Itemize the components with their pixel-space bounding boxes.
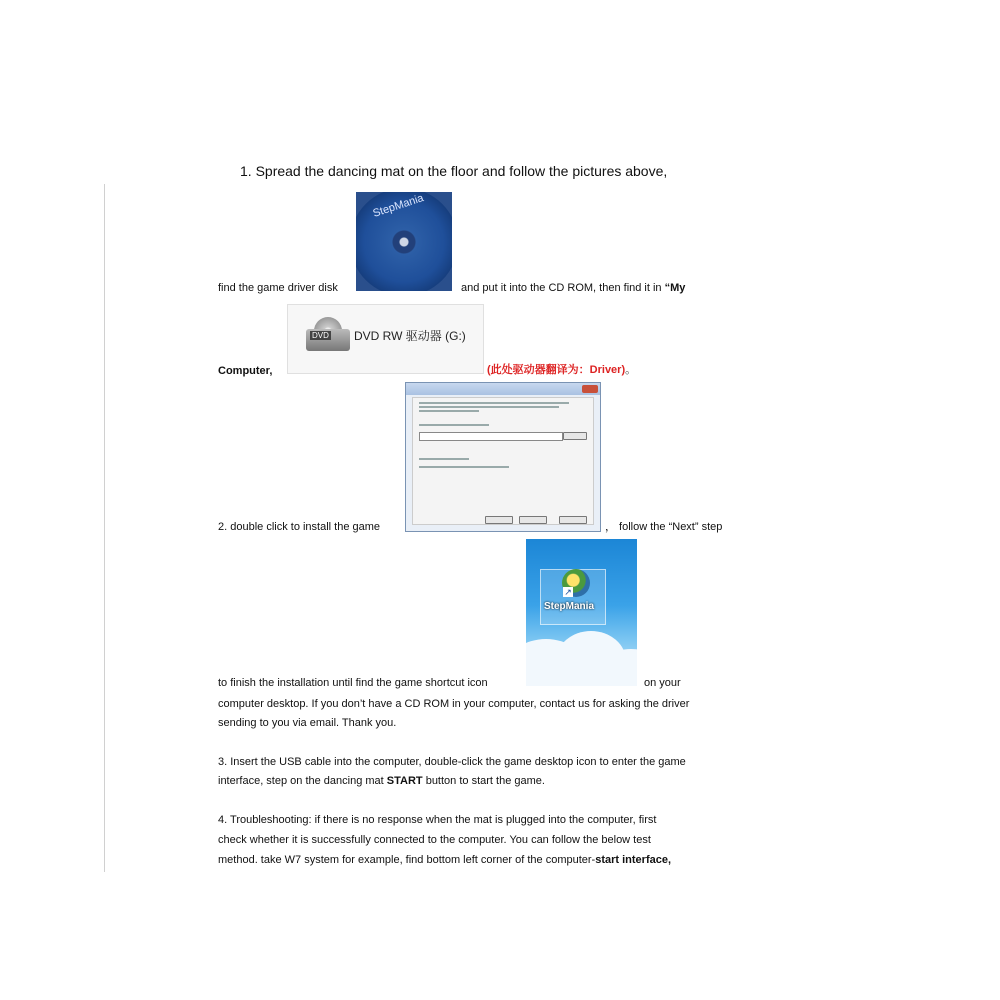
shortcut-arrow-icon: ↗ [564,587,572,597]
step4-line2: check whether it is successfully connected to the computer. You can follow the below test [218,834,651,846]
step3-line1: 3. Insert the USB cable into the computer, double-click the game desktop icon to enter the game [218,756,686,768]
dvd-badge: DVD [312,331,329,340]
step2-line2-before: to finish the installation until find the game shortcut icon [218,677,488,689]
my-computer-bold: “My [664,282,686,294]
step1-computer-bold: Computer, [218,365,273,377]
game-driver-disk-image [356,192,452,291]
step4-line1: 4. Troubleshooting: if there is no response when the mat is plugged into the computer, first [218,814,657,826]
step1-line-a-after [461,281,685,295]
dvd-drive-icon [306,317,350,351]
close-icon [582,385,598,393]
driver-translation-note [487,363,636,377]
step2-line1-after: ， follow the “Next” step [605,521,723,533]
margin-rule [104,184,105,872]
step3-line2: interface, step on the dancing mat START button to start the game. [218,775,545,787]
shortcut-label: StepMania [544,601,595,612]
disk-label: StepMania [371,192,426,220]
dvd-drive-label: DVD RW 驱动器 (G:) [354,329,466,343]
step2-line2-after: on your [644,677,681,689]
step1-line-a-before: find the game driver disk [218,282,338,294]
step2-line4: sending to you via email. Thank you. [218,717,397,729]
start-interface-bold: start interface, [595,854,672,866]
setup-dialog-image [405,382,601,532]
step2-line1-before: 2. double click to install the game [218,521,381,533]
dvd-drive-image [287,304,484,374]
driver-note-end: 。 [625,364,637,376]
game-shortcut-image [526,539,637,686]
step1-line-a-text: and put it into the CD ROM, then find it in [461,282,665,294]
driver-note-red: (此处驱动器翻译为：Driver) [487,364,626,376]
start-button-bold: START [386,775,423,787]
step1-heading: 1. Spread the dancing mat on the floor and follow the pictures above, [240,163,668,179]
step2-line3: computer desktop. If you don’t have a CD ROM in your computer, contact us for asking the driver [218,698,690,710]
step4-line3: method. take W7 system for example, find bottom left corner of the computer-start interface, [218,854,672,866]
